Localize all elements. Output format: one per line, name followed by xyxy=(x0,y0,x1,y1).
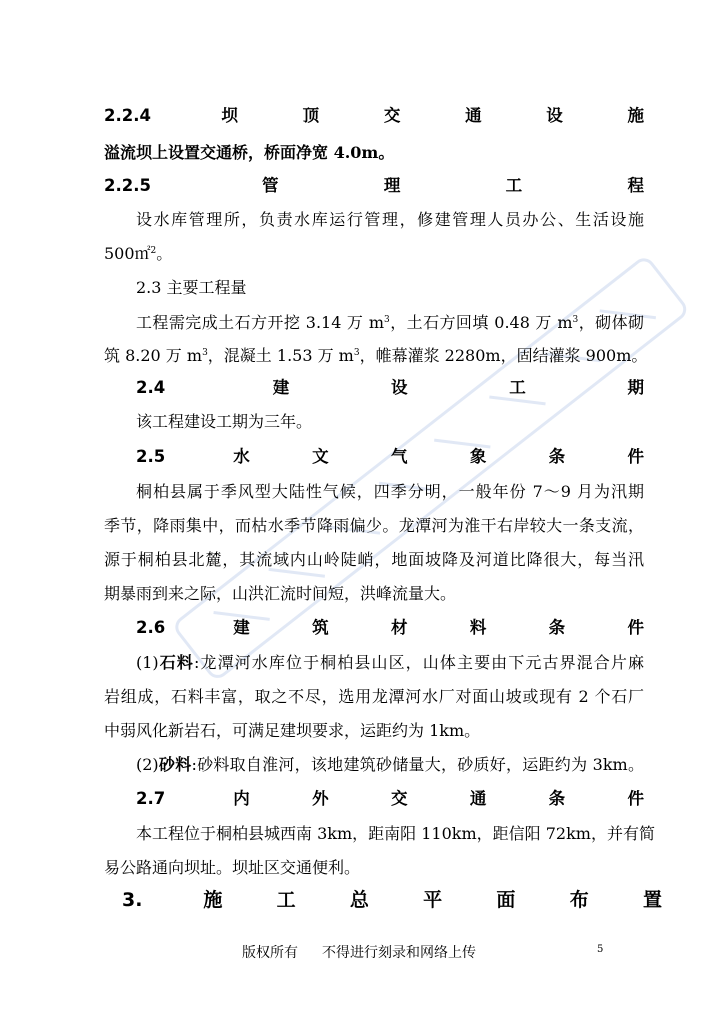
section-heading-2-6: 2.6 建筑材料条件 xyxy=(136,618,644,637)
paragraph-2-2-5-line-2: 500㎡$^2$。 xyxy=(104,244,173,263)
page-number: 5 xyxy=(597,944,604,955)
paragraph-2-7-line-2: 易公路通向坝址。坝址区交通便利。 xyxy=(104,858,361,877)
superscript: 2 xyxy=(150,246,157,256)
section-heading-2-7: 2.7 内外交通条件 xyxy=(136,789,644,808)
paragraph-2-5-line-1: 桐柏县属于季风型大陆性气候，四季分明，一般年份 7～9 月为汛期 xyxy=(136,482,644,501)
paragraph-2-5-line-2: 季节，降雨集中，而枯水季节降雨偏少。龙潭河为淮干右岸较大一条支流， xyxy=(104,516,644,535)
paragraph-2-3-line-1: 工程需完成土石方开挖 3.14 万 $m^3$，土石方回填 0.48 万 $m^3$，砌体砌 xyxy=(136,313,644,332)
paragraph-2-6-1-line-2: 岩组成，石料丰富，取之不尽，选用龙潭河水厂对面山坡或现有 2 个石厂 xyxy=(104,687,644,706)
superscript: 3 xyxy=(353,348,360,358)
label-stone: 石料 xyxy=(158,653,194,672)
paragraph-2-5-line-3: 源于桐柏县北麓，其流域内山岭陡峭，地面坡降及河道比降很大，每当汛 xyxy=(104,550,644,569)
superscript: 3 xyxy=(572,315,579,325)
paragraph-2-5-line-4: 期暴雨到来之际，山洪汇流时间短，洪峰流量大。 xyxy=(104,584,457,603)
chapter-heading-3: 3. 施工总平面布置 xyxy=(122,889,662,911)
paragraph-2-6-2: (2)砂料:砂料取自淮河，该地建筑砂储量大，砂质好，运距约为 3km。 xyxy=(136,755,644,774)
paragraph-2-7-line-1: 本工程位于桐柏县城西南 3km，距南阳 110km，距信阳 72km，并有简 xyxy=(136,824,655,843)
paragraph-2-4: 该工程建设工期为三年。 xyxy=(136,412,313,431)
footer-notice: 不得进行刻录和网络上传 xyxy=(322,945,476,961)
superscript: 3 xyxy=(384,315,390,325)
section-heading-2-2-5: 2.2.5 管理工程 xyxy=(104,176,644,195)
superscript: 3 xyxy=(202,348,208,358)
paragraph-2-2-5-line-1: 设水库管理所，负责水库运行管理，修建管理人员办公、生活设施 xyxy=(136,210,644,229)
section-heading-2-2-4: 2.2.4 坝顶交通设施 xyxy=(104,106,644,125)
section-heading-2-3: 2.3 主要工程量 xyxy=(136,278,247,297)
label-sand: 砂料 xyxy=(158,755,192,774)
paragraph-2-2-4: 溢流坝上设置交通桥，桥面净宽 4.0m。 xyxy=(104,143,395,162)
section-heading-2-4: 2.4 建设工期 xyxy=(136,378,644,397)
section-heading-2-5: 2.5 水文气象条件 xyxy=(136,447,644,466)
paragraph-2-3-line-2: 筑 8.20 万 $m^3$，混凝土 1.53 万 $m^3$，帷幕灌浆 2280m，固结灌浆 900m。 xyxy=(104,346,648,365)
footer-copyright: 版权所有 xyxy=(242,945,298,961)
paragraph-2-6-1-line-1: (1)石料:龙潭河水库位于桐柏县山区，山体主要由下元古界混合片麻 xyxy=(136,653,644,672)
paragraph-2-6-1-line-3: 中弱风化新岩石，可满足建坝要求，运距约为 1km。 xyxy=(104,721,481,740)
